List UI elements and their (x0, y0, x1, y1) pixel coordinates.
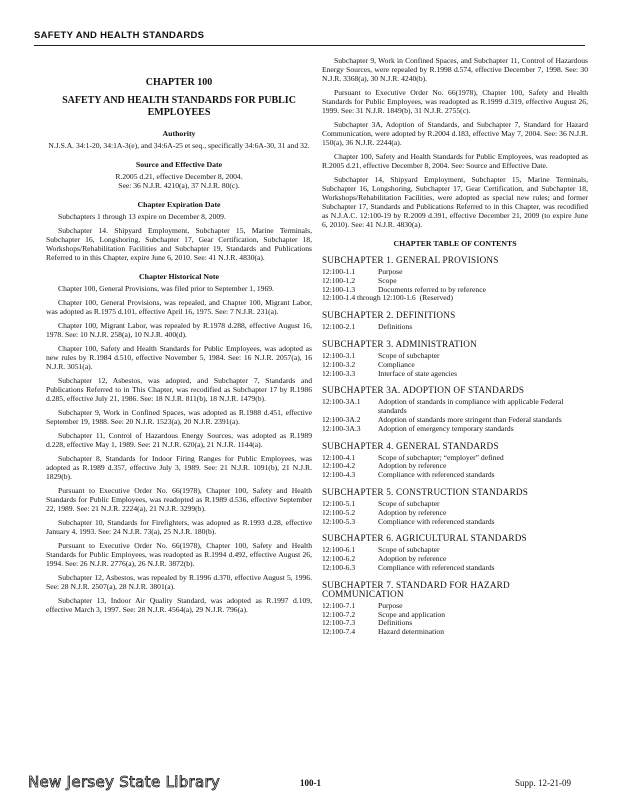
toc-section-row (322, 619, 588, 628)
toc-section-number: 12:100-4.2 (322, 461, 356, 471)
toc-section-row (322, 370, 588, 379)
toc-section-title: Scope of subchapter; “employer” defined (378, 452, 504, 462)
toc-subchapter-heading: SUBCHAPTER 3A. ADOPTION OF STANDARDS (322, 385, 525, 396)
toc-section-title: Purpose (378, 267, 403, 276)
page-number: 100-1 (300, 778, 321, 788)
toc-section-row (322, 352, 588, 361)
toc-subchapter-heading: SUBCHAPTER 1. GENERAL PROVISIONS (322, 255, 499, 265)
right-column (322, 56, 588, 637)
history-note: Subchapter 8, Standards for Indoor Firing Ranges for Public Employees, was adopted as R.1989 d.357, effective July 3, 1989. See: 21 N.J.R. 1091(b), 21 N.J.R. 1829(b). (46, 454, 312, 481)
history-note: Subchapter 10, Standards for Firefighters, was adopted as R.1993 d.28, effective January 4, 1993. See: 24 N.J.R. 73(a), 25 N.J.R. 180(b). (46, 518, 312, 536)
toc-section-title: Scope and application (378, 609, 446, 619)
toc-section-number: 12:100-1.1 (322, 267, 356, 276)
toc-subchapter-heading: SUBCHAPTER 3. ADMINISTRATION (322, 338, 477, 349)
toc-section-row (322, 546, 588, 555)
history-note: Chapter 100, General Provisions, was filed prior to September 1, 1969. (58, 284, 274, 293)
toc-section-title: Purpose (378, 600, 403, 610)
toc-section-number: 12:100-6.1 (322, 545, 356, 555)
toc-section-row (322, 425, 588, 434)
toc-section-number: 12:100-2.1 (322, 322, 356, 332)
toc-section-number: 12:100-1.4 through 12:100-1.6 (322, 293, 416, 303)
toc-section-title: Adoption of standards more stringent than Federal standards (378, 414, 562, 424)
toc-section-number: 12:100-6.3 (322, 562, 356, 572)
toc-section-title: Adoption of emergency temporary standards (378, 423, 514, 433)
toc-section-title: Scope (378, 275, 397, 285)
history-note: Chapter 100, General Provisions, was repealed, and Chapter 100, Migrant Labor, was adopted as R.1975 d.101, effective April 16, 1975. See: 7 N.J.R. 231(a). (46, 298, 312, 316)
supplement-date: Supp. 12-21-09 (515, 778, 571, 788)
toc-section-row (322, 454, 588, 463)
toc-section-row (322, 564, 588, 573)
toc-section-number: 12:100-3.1 (322, 350, 356, 360)
toc-section-row (322, 628, 588, 637)
toc-section-number: 12:100-4.1 (322, 452, 356, 462)
chapter-number: CHAPTER 100 (145, 77, 213, 88)
left-column (46, 56, 312, 619)
toc-section-row (322, 471, 588, 480)
toc-section-title: Scope of subchapter (378, 545, 440, 555)
history-notes-left (46, 284, 312, 614)
toc-section-row (322, 398, 588, 416)
toc-section-title: Scope of subchapter (378, 498, 440, 508)
toc-section-number: 12:100-1.3 (322, 284, 356, 294)
toc-subchapter-heading: SUBCHAPTER 4. GENERAL STANDARDS (322, 440, 499, 451)
toc-section-title: (Reserved) (419, 293, 453, 303)
history-note: Subchapter 3A, Adoption of Standards, and Subchapter 7, Standard for Hazard Communication, were adopted by R.2004 d.183, effective May 7, 2004. See: 36 N.J.R. 150(a), 36 N.J.R. 2244(a). (322, 120, 588, 147)
header-rule (34, 45, 585, 46)
authority-line-1: N.J.S.A. 34:1-20, 34:1A-3(e), and 34:6A-25 et seq., specifically 34:6A-30, 31 and 32. (48, 141, 310, 150)
toc-section-number: 12:100-3.2 (322, 359, 356, 369)
history-note: Subchapter 9, Work in Confined Spaces, was adopted as R.1988 d.451, effective September 19, 1988. See: 20 N.J.R. 1523(a), 20 N.J.R. 2391(a). (46, 408, 312, 426)
library-watermark: New Jersey State Library (28, 773, 221, 791)
toc-section-row (322, 323, 588, 332)
history-note: Subchapter 11, Control of Hazardous Energy Sources, was adopted as R.1989 d.228, effective May 1, 1989. See: 21 N.J.R. 620(a), 21 N.J.R. 1144(a). (46, 431, 312, 449)
toc-section-number: 12:100-3A.1 (322, 397, 361, 407)
toc-section-number: 12:100-3A.2 (322, 414, 361, 424)
source-line-2: See: 36 N.J.R. 4210(a), 37 N.J.R. 80(c). (118, 181, 240, 190)
toc-section-row (322, 500, 588, 509)
history-note: Subchapter 14, Shipyard Employment, Subchapter 15, Marine Terminals, Subchapter 16, Longshoring, Subchapter 17, Gear Certification, and Subchapter 18, Workshops/Rehabilitation Facilities, were adopted as special new rules; and former Subchapter 17, Standards and Publications Referred to in this Chapter, was recodified as N.J.A.C. 12:100-19 by R.2009 d.391, effective December 21, 2009 (to expire June 6, 2010). See: 41 N.J.R. 4830(a). (322, 175, 588, 229)
toc-section-number: 12:100-7.2 (322, 609, 356, 619)
toc-section-title: Adoption by reference (378, 507, 447, 517)
toc-section-title: Interface of state agencies (378, 368, 458, 378)
source-line-1: R.2005 d.21, effective December 8, 2004. (115, 172, 243, 181)
source-heading: Source and Effective Date (135, 160, 223, 169)
toc-section-number: 12:100-5.3 (322, 516, 356, 526)
history-note: Subchapter 12, Asbestos, was adopted, and Subchapter 7, Standards and Publications Referred to in This Chapter, was recodified as Subchapter 17 by R.1986 d.285, effective July 21, 1986. See: 18 N.J.R. 811(b), 18 N.J.R. 1479(b). (46, 376, 312, 403)
toc-section-title: Adoption of standards in compliance with applicable Federal standards (378, 397, 564, 416)
toc-section-row (322, 268, 588, 277)
toc-section-title: Adoption by reference (378, 554, 447, 564)
toc-section-number: 12:100-1.2 (322, 275, 356, 285)
toc-section-title: Compliance with referenced standards (378, 470, 495, 480)
toc-section-number: 12:100-5.1 (322, 498, 356, 508)
history-note: Subchapter 12, Asbestos, was repealed by R.1996 d.370, effective August 5, 1996. See: 28 N.J.R. 2507(a), 28 N.J.R. 3801(a). (46, 573, 312, 591)
expiration-heading: Chapter Expiration Date (137, 200, 221, 209)
toc-section-number: 12:100-5.2 (322, 507, 356, 517)
running-header: SAFETY AND HEALTH STANDARDS (34, 30, 205, 41)
toc-subchapter-heading: SUBCHAPTER 5. CONSTRUCTION STANDARDS (322, 486, 529, 497)
history-note: Pursuant to Executive Order No. 66(1978), Chapter 100, Safety and Health Standards for Public Employees, was readopted as R.1994 d.492, effective August 26, 1994. See: 26 N.J.R. 2776(a), 26 N.J.R. 3872(b). (46, 541, 312, 568)
toc-section-row (322, 611, 588, 620)
expiration-paragraph-1: Subchapters 1 through 13 expire on December 8, 2009. (58, 212, 226, 221)
authority-heading: Authority (162, 129, 196, 138)
toc-section-number: 12:100-6.2 (322, 554, 356, 564)
toc-section-row (322, 518, 588, 527)
history-notes-right (322, 56, 588, 229)
toc-section-number: 12:100-3A.3 (322, 423, 361, 433)
history-note: Subchapter 13, Indoor Air Quality Standard, was adopted as R.1997 d.109, effective March 3, 1997. See: 28 N.J.R. 4564(a), 29 N.J.R. 796(a). (46, 596, 312, 614)
toc-section-title: Definitions (378, 322, 413, 332)
toc-section-number: 12:100-7.1 (322, 600, 356, 610)
toc-section-row (322, 294, 588, 303)
toc-heading: CHAPTER TABLE OF CONTENTS (393, 239, 517, 248)
expiration-paragraph-2: Subchapter 14. Shipyard Employment, Subchapter 15, Marine Terminals, Subchapter 16, Longshoring, Subchapter 17, Gear Certification, Subchapter 18, Workshops/Rehabilitation Facilities and Subchapter 19, Standards and Publications Referred to in this Chapter, expire June 6, 2010. See: 41 N.J.R. 4830(a). (46, 226, 312, 262)
toc-section-title: Hazard determination (378, 627, 444, 637)
history-note: Chapter 100, Safety and Health Standards for Public Employees, was readopted as R.2005 d.21, effective December 8, 2004. See: Source and Effective Date. (322, 152, 588, 170)
history-heading: Chapter Historical Note (139, 272, 219, 281)
history-note: Pursuant to Executive Order No. 66(1978), Chapter 100, Safety and Health Standards for Public Employees, was readopted as R.1999 d.319, effective August 26, 1999. See: 31 N.J.R. 1849(b), 31 N.J.R. 2755(c). (322, 88, 588, 115)
table-of-contents (322, 256, 588, 637)
history-note: Chapter 100, Migrant Labor, was repealed by R.1978 d.288, effective August 16, 1978. See: 10 N.J.R. 258(a), 10 N.J.R. 400(d). (46, 321, 312, 339)
history-note: Pursuant to Executive Order No. 66(1978), Chapter 100, Safety and Health Standards for Public Employees, was readopted as R.1989 d.536, effective September 22, 1989. See: 21 N.J.R. 2224(a), 21 N.J.R. 3299(b). (46, 486, 312, 513)
toc-section-number: 12:100-7.3 (322, 618, 356, 628)
toc-section-title: Adoption by reference (378, 461, 447, 471)
history-note: Subchapter 9, Work in Confined Spaces, and Subchapter 11, Control of Hazardous Energy Sources, were repealed by R.1998 d.574, effective December 7, 1998. See: 30 N.J.R. 3368(a), 30 N.J.R. 4240(b). (322, 56, 588, 83)
toc-section-title: Compliance (378, 359, 415, 369)
toc-section-number: 12:100-7.4 (322, 627, 356, 637)
chapter-title: SAFETY AND HEALTH STANDARDS FOR PUBLIC EMPLOYEES (62, 95, 296, 118)
toc-section-number: 12:100-3.3 (322, 368, 356, 378)
toc-section-title: Definitions (378, 618, 413, 628)
toc-section-title: Compliance with referenced standards (378, 516, 495, 526)
toc-section-title: Scope of subchapter (378, 350, 440, 360)
toc-section-row (322, 602, 588, 611)
toc-subchapter-heading: SUBCHAPTER 7. STANDARD FOR HAZARD COMMUNICATION (322, 579, 510, 599)
toc-subchapter-heading: SUBCHAPTER 2. DEFINITIONS (322, 310, 456, 321)
toc-section-number: 12:100-4.3 (322, 470, 356, 480)
history-note: Chapter 100, Safety and Health Standards for Public Employees, was adopted as new rules by R.1984 d.510, effective November 5, 1984. See: 16 N.J.R. 2057(a), 16 N.J.R. 3051(a). (46, 344, 312, 371)
toc-section-title: Documents referred to by reference (378, 284, 486, 294)
toc-section-title: Compliance with referenced standards (378, 562, 495, 572)
toc-subchapter-heading: SUBCHAPTER 6. AGRICULTURAL STANDARDS (322, 533, 527, 544)
